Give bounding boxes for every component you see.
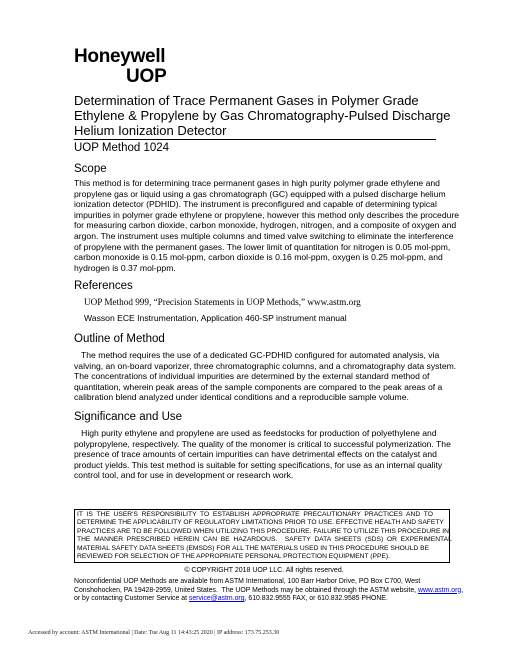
significance-heading: Significance and Use [74, 411, 183, 423]
scope-line: This method is for determining trace permanent gases in high purity polymer grade ethylene and [74, 178, 440, 188]
availability-notice [74, 578, 464, 604]
scope-line: impurities in polymer grade ethylene or propylene, however this method only describes the procedure [74, 209, 460, 220]
significance-line: polypropylene, respectively. The quality of the monomer is critical to successful polymerization. The [74, 438, 451, 449]
reference-item: Wasson ECE Instrumentation, Application 460-SP instrument manual [84, 313, 347, 323]
outline-line: quantitation, wherein peak areas of the sample components are compared to the peak areas of a [74, 381, 443, 392]
scope-line: carbon monoxide is 0.15 mol-ppm, carbon dioxide is 0.16 mol-ppm, oxygen is 0.25 mol-ppm, and [74, 252, 443, 263]
scope-line: for measuring carbon dioxide, carbon monoxide, hydrogen, nitrogen, and a composite of oxygen and [74, 220, 457, 231]
scope-line: of propylene with the permanent gases. The lower limit of quantitation for nitrogen is 0.05 mol-ppm, [74, 241, 451, 252]
significance-paragraph [74, 428, 454, 481]
warning-line: REVIEWED FOR SELECTION OF THE APPROPRIATE PERSONAL PROTECTION EQUIPMENT (PPE). [77, 553, 390, 561]
scope-line: argon. The instrument uses multiple columns and timed valve switching to eliminate the interference [74, 230, 454, 241]
scope-line: ionization detector (PDHID). The instrument is preconfigured and capable of determining typical [74, 199, 437, 210]
availability-text: , 610.832.9555 FAX, or 610.832.9585 PHONE. [244, 595, 388, 603]
scope-line: hydrogen is 0.37 mol-ppm. [74, 262, 176, 273]
outline-line: The concentrations of individual impurities are determined by the external standard method of [74, 371, 430, 382]
scope-line: propylene gas or liquid using a gas chromatograph (GC) equipped with a pulsed discharge helium [74, 188, 446, 199]
outline-paragraph [74, 350, 457, 403]
significance-line: presence of trace amounts of certain impurities can have detrimental effects on the catalyst and [74, 449, 437, 460]
outline-line: valving, an on-board vaporizer, three chromatographic columns, and a chromatography data system. [74, 360, 457, 371]
warning-line: MATERIAL SAFETY DATA SHEETS (EMSDS) FOR ALL THE MATERIALS USED IN THIS PROCEDURE SHOULD BE [77, 544, 430, 552]
availability-line: Nonconfidential UOP Methods are available from ASTM International, 100 Barr Harbor Drive, PO Box C700, West [74, 578, 421, 585]
access-footer: Accessed by account: ASTM International | Date: Tue Aug 11 14:43:25 2020 | IP address: 173.75.253.30 [28, 630, 280, 636]
warning-line: PRACTICES ARE TO BE FOLLOWED WHEN UTILIZING THIS PROCEDURE. FAILURE TO UTILIZE THIS PROCEDURE IN [77, 527, 449, 535]
outline-line: calibration blend analyzed under identical conditions and a reproducible sample volume. [74, 392, 409, 403]
logo-uop-text: UOP [126, 66, 167, 87]
method-number: UOP Method 1024 [74, 142, 170, 154]
availability-text: Conshohocken, PA 19428-2959, United States. The UOP Methods may be obtained through the ASTM website, [74, 586, 418, 594]
availability-text: or by contacting Customer Service at [74, 595, 189, 603]
title-line: Determination of Trace Permanent Gases in Polymer Grade [74, 93, 419, 108]
significance-line: product yields. This test method is suitable for setting specifications, for use as an internal quality [74, 459, 443, 470]
significance-line: High purity ethylene and propylene are used as feedstocks for production of polyethylene and [74, 428, 437, 438]
availability-line [74, 586, 464, 596]
availability-text: , [461, 586, 464, 594]
outline-heading: Outline of Method [74, 333, 165, 345]
logo-honeywell-text: Honeywell [74, 46, 166, 67]
references-heading: References [74, 280, 133, 292]
scope-heading: Scope [74, 163, 107, 175]
customer-service-email-link[interactable]: service@astm.org [188, 595, 245, 603]
title-line: Ethylene & Propylene by Gas Chromatography-Pulsed Discharge [74, 108, 451, 123]
availability-line [74, 595, 452, 604]
astm-website-link[interactable]: www.astm.org [417, 586, 462, 594]
warning-line: THE MANNER PRESCRIBED HEREIN CAN BE HAZARDOUS. SAFETY DATA SHEETS (SDS) OR EXPERIMENTAL [77, 536, 452, 544]
outline-line: The method requires the use of a dedicated GC-PDHID configured for automated analysis, via [74, 350, 440, 360]
warning-line: IT IS THE USER'S RESPONSIBILITY TO ESTABLISH APPROPRIATE PRECAUTIONARY PRACTICES AND TO [77, 511, 433, 518]
honeywell-uop-logo [74, 46, 167, 86]
significance-line: control tool, and for use in development or research work. [74, 470, 294, 481]
title-line: Helium Ionization Detector [74, 123, 227, 138]
document-title [74, 93, 451, 140]
scope-paragraph [74, 178, 460, 273]
warning-line: DETERMINE THE APPLICABILITY OF REGULATORY LIMITATIONS PRIOR TO USE. EFFECTIVE HEALTH AND SAFETY [77, 519, 444, 527]
copyright-notice: © COPYRIGHT 2018 UOP LLC. All rights reserved. [184, 567, 344, 574]
safety-warning-box [74, 509, 450, 563]
reference-item: UOP Method 999, “Precision Statements in UOP Methods,” www.astm.org [84, 297, 361, 307]
